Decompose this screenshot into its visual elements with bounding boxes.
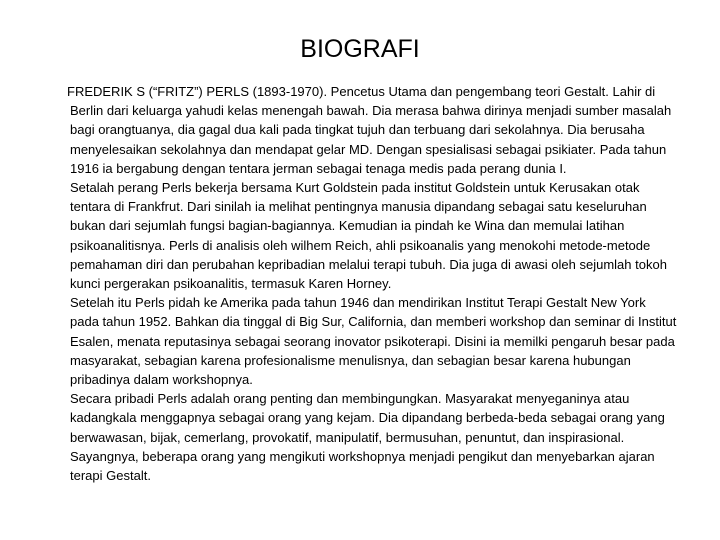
slide-title: BIOGRAFI xyxy=(300,35,420,63)
slide-body xyxy=(67,82,678,485)
paragraph-intro: FREDERIK S (“FRITZ”) PERLS (1893-1970). Pencetus Utama dan pengembang teori Gestalt. Lahir di Berlin dari keluarga yahudi kelas menengah bawah. Dia merasa bahwa dirinya menjadi sumber masalah bagi orangtuanya, dia gagal dua kali pada tingkat tujuh dan terbuang dari sekolahnya. Dia berusaha menyelesaikan sekolahnya dan mendapat gelar MD. Dengan spesialisasi sebagai psikiater. Pada tahun 1916 ia bergabung dengan tentara jerman sebagai tenaga medis pada perang dunia I. xyxy=(67,84,672,176)
paragraph-america: Setelah itu Perls pidah ke Amerika pada tahun 1946 dan mendirikan Institut Terapi Gestalt New York pada tahun 1952. Bahkan dia tinggal di Big Sur, California, dan memberi workshop dan seminar di Institut Esalen, menata reputasinya sebagai seorang inovator psikoterapi. Disini ia memilki pengaruh besar pada masyarakat, sebagian karena profesionalisme menulisnya, dan sebagian besar karena hubungan pribadinya dalam workshopnya. xyxy=(70,295,677,388)
paragraph-personality: Secara pribadi Perls adalah orang penting dan membingungkan. Masyarakat menyeganinya atau kadangkala menggapnya sebagai orang yang kejam. Dia dipandang berbeda-beda sebagai orang yang berwawasan, bijak, cemerlang, provokatif, manipulatif, bermusuhan, penuntut, dan inspirasional. Sayangnya, beberapa orang yang mengikuti workshopnya menjadi pengikut dan menyebarkan ajaran terapi Gestalt. xyxy=(70,391,665,484)
paragraph-after-war: Setalah perang Perls bekerja bersama Kurt Goldstein pada institut Goldstein untuk Kerusakan otak tentara di Frankfrut. Dari sinilah ia melihat pentingnya manusia dipandang sebagai satu keseluruhan bukan dari sejumlah fungsi bagian-bagiannya. Kemudian ia pindah ke Wina dan memulai latihan psikoanalitisnya. Perls di analisis oleh wilhem Reich, ahli psikoanalis yang menokohi metode-metode pemahaman diri dan perubahan kepribadian melalui terapi tubuh. Dia juga di awasi oleh sejumlah tokoh kunci pergerakan psikoanalitis, termasuk Karen Horney. xyxy=(70,180,667,292)
